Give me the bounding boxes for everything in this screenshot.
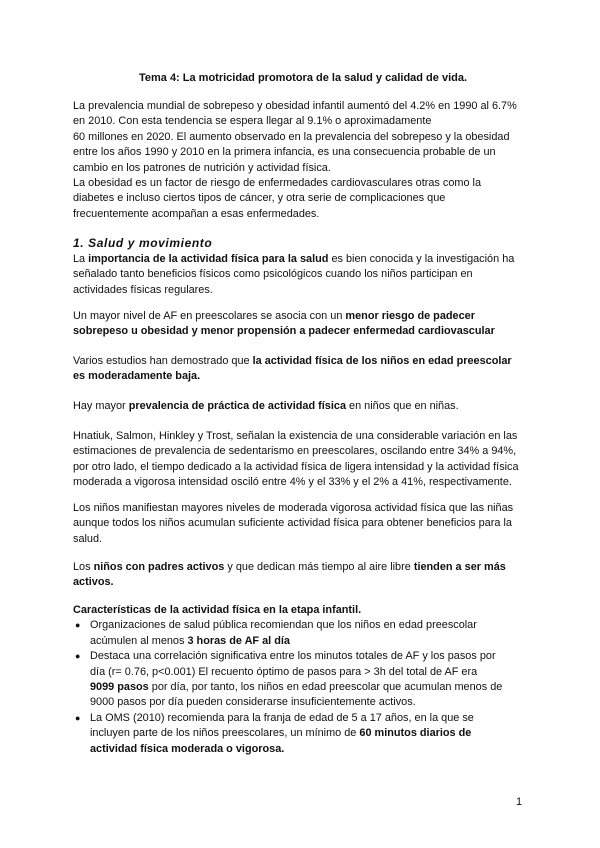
text-span: en niños que en niñas. xyxy=(346,400,459,412)
list-item xyxy=(73,649,533,711)
text-span: niños con padres activos xyxy=(93,561,225,573)
text-line: La prevalencia mundial de sobrepeso y obesidad infantil aumentó del 4.2% en 1990 al 6.7% xyxy=(73,100,517,112)
text-span: 9099 pasos xyxy=(90,681,149,694)
text-span: y que dedican más tiempo al aire libre xyxy=(224,561,414,573)
text-span: importancia de la actividad física para la salud xyxy=(88,253,329,265)
page-number: 1 xyxy=(516,796,523,808)
text-span: por día, por tanto, los niños en edad preescolar que acumulan menos de xyxy=(148,681,503,694)
text-line: cambio en los patrones de nutrición y actividad física. xyxy=(73,161,331,174)
characteristics-section xyxy=(73,603,533,757)
text-span: día (r= 0.76, p<0.001) El recuento óptimo de pasos para > 3h del total de AF era xyxy=(90,665,478,678)
text-span: prevalencia de práctica de actividad física xyxy=(128,400,347,412)
intro-paragraph xyxy=(73,99,533,222)
text-span: actividad física moderada o vigorosa. xyxy=(90,742,285,755)
section-heading: 1. Salud y movimiento xyxy=(73,236,213,250)
list-item xyxy=(73,618,533,649)
text-span: acúmulen al menos xyxy=(90,634,188,647)
page-title: Tema 4: La motricidad promotora de la salud y calidad de vida. xyxy=(138,72,468,84)
text-line: La obesidad es un factor de riesgo de enfermedades cardiovasculares otras como la xyxy=(73,177,482,190)
text-span: 3 horas de AF al día xyxy=(187,634,290,647)
text-span: Características de la actividad física en la etapa infantil. xyxy=(73,604,362,616)
text-span: es moderadamente baja. xyxy=(73,370,201,383)
text-span: estimaciones de prevalencia de sedentarismo en preescolares, oscilando entre 34% a 94%, xyxy=(73,445,517,458)
text-span: 9000 pasos por día pueden considerarse insuficientemente activos. xyxy=(90,696,416,709)
text-line: 60 millones en 2020. El aumento observado en la prevalencia del sobrepeso y la obesidad xyxy=(73,130,510,143)
paragraph-studies xyxy=(73,354,533,385)
text-span: La xyxy=(73,253,89,265)
paragraph-preschool xyxy=(73,309,533,340)
paragraph-vigorous xyxy=(73,501,533,547)
text-line: diabetes e incluso ciertos tipos de cáncer, y otra serie de complicaciones que xyxy=(73,192,446,205)
paragraph-importance xyxy=(73,252,533,298)
text-span: salud. xyxy=(73,532,103,545)
text-span: menor riesgo de padecer xyxy=(345,310,475,322)
bullet-list xyxy=(73,618,533,757)
text-span: Un mayor nivel de AF en preescolares se asocia con un xyxy=(73,310,346,322)
text-span: Varios estudios han demostrado que xyxy=(73,355,253,367)
text-span: es bien conocida y la investigación ha xyxy=(328,253,515,265)
paragraph-parents xyxy=(73,560,533,591)
paragraph-hnatiuk xyxy=(73,429,533,491)
text-span: Hay mayor xyxy=(73,400,129,412)
text-line: entre los años 1990 y 2010 en la primera infancia, es una consecuencia probable de un xyxy=(73,146,496,159)
text-span: tienden a ser más xyxy=(413,561,506,573)
text-line: frecuentemente acompañan a esas enfermedades. xyxy=(73,207,320,220)
text-span: activos. xyxy=(73,576,114,589)
text-span: aunque todos los niños acumulan suficiente actividad física para obtener beneficios para la xyxy=(73,517,512,530)
text-span: moderada a vigorosa intensidad osciló entre 4% y el 33% y el 2% a 41%, respectivamente. xyxy=(73,476,512,489)
text-line: en 2010. Con esta tendencia se espera llegar al 9.1% o aproximadamente xyxy=(73,115,432,128)
text-span: Los xyxy=(73,561,94,573)
text-span: sobrepeso u obesidad y menor propensión a padecer enfermedad cardiovascular xyxy=(73,325,495,338)
text-span: ● Organizaciones de salud pública recomiendan que los niños en edad preescolar xyxy=(90,619,477,632)
text-span: 60 minutos diarios de xyxy=(359,727,472,740)
text-span: ● Destaca una correlación significativa entre los minutos totales de AF y los pasos por xyxy=(90,650,496,663)
paragraph-prevalence xyxy=(73,399,533,414)
list-item xyxy=(73,711,533,757)
text-span: señalado tanto beneficios físicos como psicológicos cuando los niños participan en xyxy=(73,268,473,281)
text-span: ● La OMS (2010) recomienda para la franja de edad de 5 a 17 años, en la que se xyxy=(90,711,474,724)
text-span: actividades físicas regulares. xyxy=(73,283,213,296)
characteristics-heading xyxy=(73,603,533,618)
text-span: la actividad física de los niños en edad preescolar xyxy=(252,355,512,367)
text-span: Hnatiuk, Salmon, Hinkley y Trost, señalan la existencia de una considerable variación en las xyxy=(73,430,518,442)
text-span: incluyen parte de los niños preescolares, un mínimo de xyxy=(90,727,360,740)
text-span: por otro lado, el tiempo dedicado a la actividad física de ligera intensidad y la actividad física xyxy=(73,460,519,473)
text-span: Los niños manifiestan mayores niveles de moderada vigorosa actividad física que las niñas xyxy=(73,502,514,514)
